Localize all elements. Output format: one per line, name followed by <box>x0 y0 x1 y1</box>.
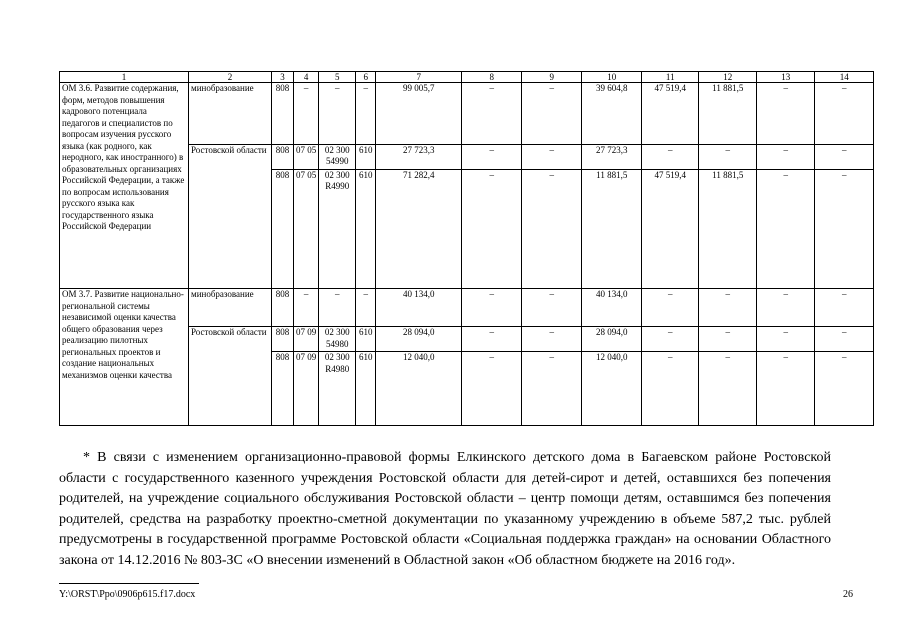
table-cell: – <box>522 83 582 145</box>
table-cell: 71 282,4 <box>376 169 462 288</box>
table-cell: 12 040,0 <box>582 352 642 426</box>
table-cell: – <box>522 169 582 288</box>
table-cell: 808 <box>272 327 294 352</box>
executor-cell: Ростовской области <box>189 144 272 169</box>
measure-name-cell: ОМ 3.7. Развитие национально-региональной системы независимой оценки качества общего образования через реализацию пилотных региональных проектов и создание национальных механизмов оценки качества <box>60 289 189 426</box>
table-cell: – <box>815 83 874 145</box>
table-cell: – <box>319 289 356 327</box>
table-cell: 11 881,5 <box>699 83 757 145</box>
table-cell: – <box>642 144 699 169</box>
table-cell: 07 09 <box>294 327 319 352</box>
header-cell: 12 <box>699 72 757 83</box>
table-cell: 28 094,0 <box>582 327 642 352</box>
table-cell: 39 604,8 <box>582 83 642 145</box>
table-cell: – <box>699 144 757 169</box>
table-cell: 610 <box>356 144 376 169</box>
table-cell: 27 723,3 <box>582 144 642 169</box>
table-cell: – <box>522 289 582 327</box>
header-cell: 3 <box>272 72 294 83</box>
document-file-path: Y:\ORST\Ppo\0906p615.f17.docx <box>59 589 196 600</box>
table-cell: – <box>294 83 319 145</box>
header-cell: 5 <box>319 72 356 83</box>
table-cell: – <box>757 327 815 352</box>
table-cell: 808 <box>272 144 294 169</box>
table-cell: – <box>699 352 757 426</box>
table-cell: 47 519,4 <box>642 169 699 288</box>
table-cell: – <box>319 83 356 145</box>
table-cell: – <box>757 144 815 169</box>
header-row <box>60 72 874 83</box>
measure-name-cell: ОМ 3.6. Развитие содержания, форм, методов повышения кадрового потенциала педагогов и специалистов по вопросам изучения русского языка (как родного, как неродного, как иностранного) в образовательных организациях Российской Федерации, а также по вопросам использования русского языка как государственного языка Российской Федерации <box>60 83 189 289</box>
header-cell: 1 <box>60 72 189 83</box>
table-cell: – <box>757 169 815 288</box>
table-cell: – <box>462 169 522 288</box>
table-cell: – <box>699 289 757 327</box>
header-cell: 10 <box>582 72 642 83</box>
table-cell: 610 <box>356 327 376 352</box>
table-cell: – <box>462 289 522 327</box>
header-cell: 7 <box>376 72 462 83</box>
table-cell: – <box>642 352 699 426</box>
table-row <box>60 83 874 145</box>
header-cell: 2 <box>189 72 272 83</box>
table-cell: – <box>522 327 582 352</box>
table-cell: 808 <box>272 169 294 288</box>
table-cell: 11 881,5 <box>699 169 757 288</box>
table-cell: – <box>462 352 522 426</box>
footnote-text: * В связи с изменением организационно-правовой формы Елкинского детского дома в Багаевском районе Ростовской области с государственного казенного учреждения Ростовской области для детей-сирот и детей, оставшихся без попечения родителей, на учреждение социального обслуживания Ростовской области – центр помощи детям, оставшимся без попечения родителей, средства на разработку проектно-сметной документации по указанному учреждению в объеме 587,2 тыс. рублей предусмотрены в государственной программе Ростовской области «Социальная поддержка граждан» на основании Областного закона от 14.12.2016 № 803-ЗС «О внесении изменений в Областной закон «Об областном бюджете на 2016 год». <box>59 450 831 568</box>
footer-separator <box>59 583 199 584</box>
table-row <box>60 289 874 327</box>
table-cell: – <box>356 83 376 145</box>
header-cell: 6 <box>356 72 376 83</box>
table-cell: – <box>815 169 874 288</box>
table-cell: – <box>757 83 815 145</box>
table-cell: – <box>462 327 522 352</box>
table-cell: – <box>815 144 874 169</box>
executor-cell <box>189 352 272 426</box>
header-cell: 14 <box>815 72 874 83</box>
table-cell: – <box>757 352 815 426</box>
table-cell: – <box>522 352 582 426</box>
table-cell: 610 <box>356 352 376 426</box>
header-cell: 9 <box>522 72 582 83</box>
table-cell: 808 <box>272 83 294 145</box>
executor-cell: Ростовской области <box>189 327 272 352</box>
table-cell: 11 881,5 <box>582 169 642 288</box>
table-cell: – <box>642 327 699 352</box>
executor-cell: минобразование <box>189 289 272 327</box>
table-cell: – <box>462 83 522 145</box>
table-cell: – <box>294 289 319 327</box>
table-cell: – <box>356 289 376 327</box>
table-cell: 808 <box>272 352 294 426</box>
table-cell: – <box>642 289 699 327</box>
table-cell: – <box>815 327 874 352</box>
header-cell: 13 <box>757 72 815 83</box>
table-cell: 07 05 <box>294 144 319 169</box>
executor-cell <box>189 169 272 288</box>
table-cell: – <box>757 289 815 327</box>
table-cell: 47 519,4 <box>642 83 699 145</box>
table-cell: 02 300 R4980 <box>319 352 356 426</box>
table-cell: 99 005,7 <box>376 83 462 145</box>
table-cell: 02 300 54980 <box>319 327 356 352</box>
table-cell: 02 300 R4990 <box>319 169 356 288</box>
table-cell: – <box>815 289 874 327</box>
table-cell: – <box>462 144 522 169</box>
table-cell: 40 134,0 <box>582 289 642 327</box>
table-cell: 27 723,3 <box>376 144 462 169</box>
header-cell: 8 <box>462 72 522 83</box>
budget-table <box>59 71 874 426</box>
table-cell: 02 300 54990 <box>319 144 356 169</box>
table-cell: 07 05 <box>294 169 319 288</box>
header-cell: 11 <box>642 72 699 83</box>
executor-cell: минобразование <box>189 83 272 145</box>
table-cell: 07 09 <box>294 352 319 426</box>
table-cell: 610 <box>356 169 376 288</box>
table-cell: – <box>522 144 582 169</box>
header-cell: 4 <box>294 72 319 83</box>
table-cell: 40 134,0 <box>376 289 462 327</box>
table-cell: – <box>699 327 757 352</box>
table-cell: 12 040,0 <box>376 352 462 426</box>
table-cell: 28 094,0 <box>376 327 462 352</box>
page-number: 26 <box>843 589 853 600</box>
table-cell: – <box>815 352 874 426</box>
table-cell: 808 <box>272 289 294 327</box>
